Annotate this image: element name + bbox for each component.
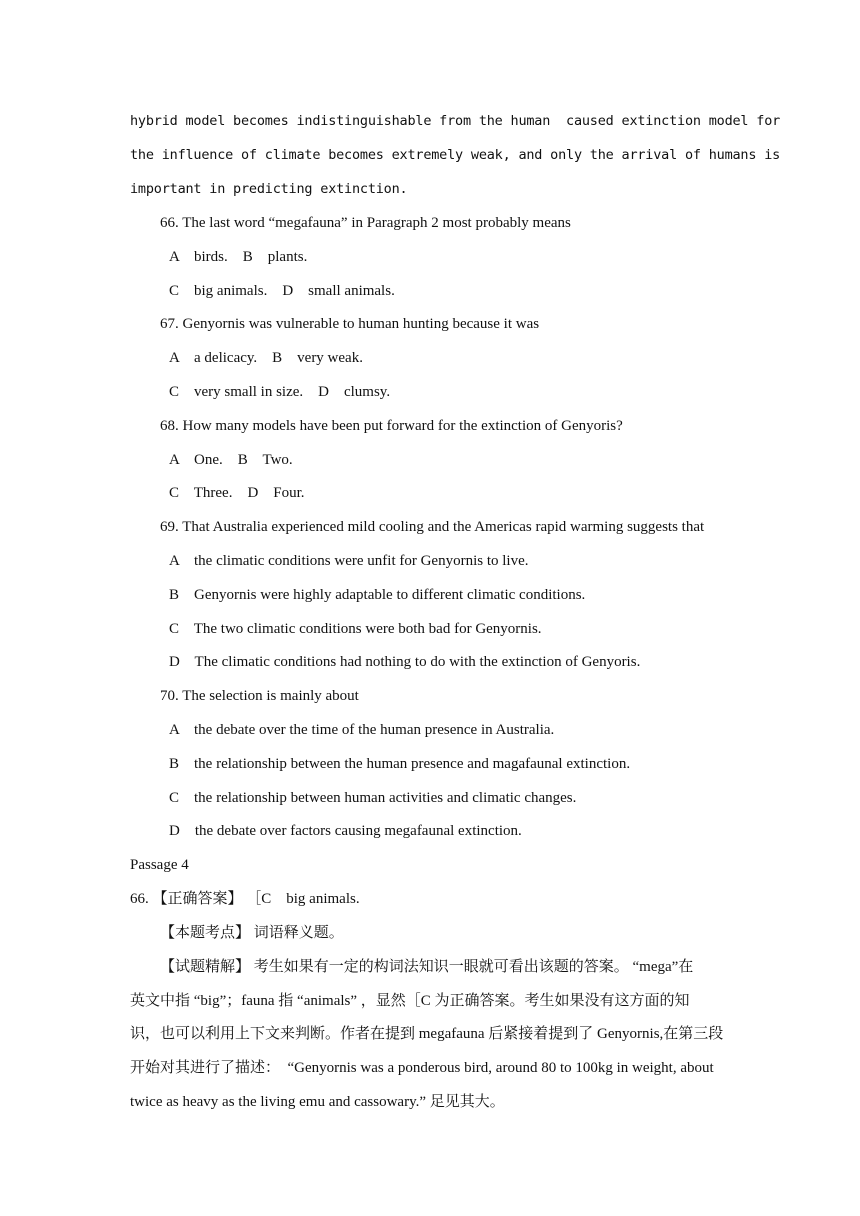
explanation-line: twice as heavy as the living emu and cassowary.” 足见其大。 xyxy=(130,1094,505,1110)
question-70-option: B the relationship between the human presence and magafaunal extinction. xyxy=(169,756,631,772)
question-69-option: A the climatic conditions were unfit for Genyornis to live. xyxy=(169,553,529,569)
question-70-option: D the debate over factors causing megafaunal extinction. xyxy=(169,823,522,839)
question-69-stem: 69. That Australia experienced mild cooling and the Americas rapid warming suggests that xyxy=(160,519,705,535)
question-70-option: A the debate over the time of the human presence in Australia. xyxy=(169,722,555,738)
question-67-options: C very small in size. D clumsy. xyxy=(169,384,391,400)
question-68-options: A One. B Two. xyxy=(169,452,293,468)
question-69-option: C The two climatic conditions were both bad for Genyornis. xyxy=(169,621,542,637)
question-66-options: A birds. B plants. xyxy=(169,249,308,265)
question-66-stem: 66. The last word “megafauna” in Paragraph 2 most probably means xyxy=(160,215,571,231)
explanation-line: 英文中指 “big”；fauna 指 “animals” ，显然［C 为正确答案。考生如果没有这方面的知 xyxy=(130,993,690,1009)
intro-line: important in predicting extinction. xyxy=(130,181,408,197)
intro-line: the influence of climate becomes extremely weak, and only the arrival of humans is xyxy=(130,147,781,163)
question-68-options: C Three. D Four. xyxy=(169,485,305,501)
explanation-line: 开始对其进行了描述： “Genyornis was a ponderous bird, around 80 to 100kg in weight, about xyxy=(130,1060,714,1076)
question-66-options: C big animals. D small animals. xyxy=(169,283,395,299)
answer-line: 66. 【正确答案】 ［C big animals. xyxy=(130,891,360,907)
question-68-stem: 68. How many models have been put forward for the extinction of Genyoris? xyxy=(160,418,623,434)
question-69-option: D The climatic conditions had nothing to do with the extinction of Genyoris. xyxy=(169,654,641,670)
question-67-options: A a delicacy. B very weak. xyxy=(169,350,363,366)
intro-line: hybrid model becomes indistinguishable from the human caused extinction model for xyxy=(130,113,781,129)
question-70-option: C the relationship between human activities and climatic changes. xyxy=(169,790,577,806)
explanation-line: 【试题精解】 考生如果有一定的构词法知识一眼就可看出该题的答案。 “mega”在 xyxy=(160,959,694,975)
question-69-option: B Genyornis were highly adaptable to different climatic conditions. xyxy=(169,587,586,603)
topic-line: 【本题考点】 词语释义题。 xyxy=(160,925,344,941)
passage-heading: Passage 4 xyxy=(130,857,189,873)
question-67-stem: 67. Genyornis was vulnerable to human hunting because it was xyxy=(160,316,540,332)
question-70-stem: 70. The selection is mainly about xyxy=(160,688,359,704)
explanation-line: 识，也可以利用上下文来判断。作者在提到 megafauna 后紧接着提到了 Genyornis,在第三段 xyxy=(130,1026,724,1042)
